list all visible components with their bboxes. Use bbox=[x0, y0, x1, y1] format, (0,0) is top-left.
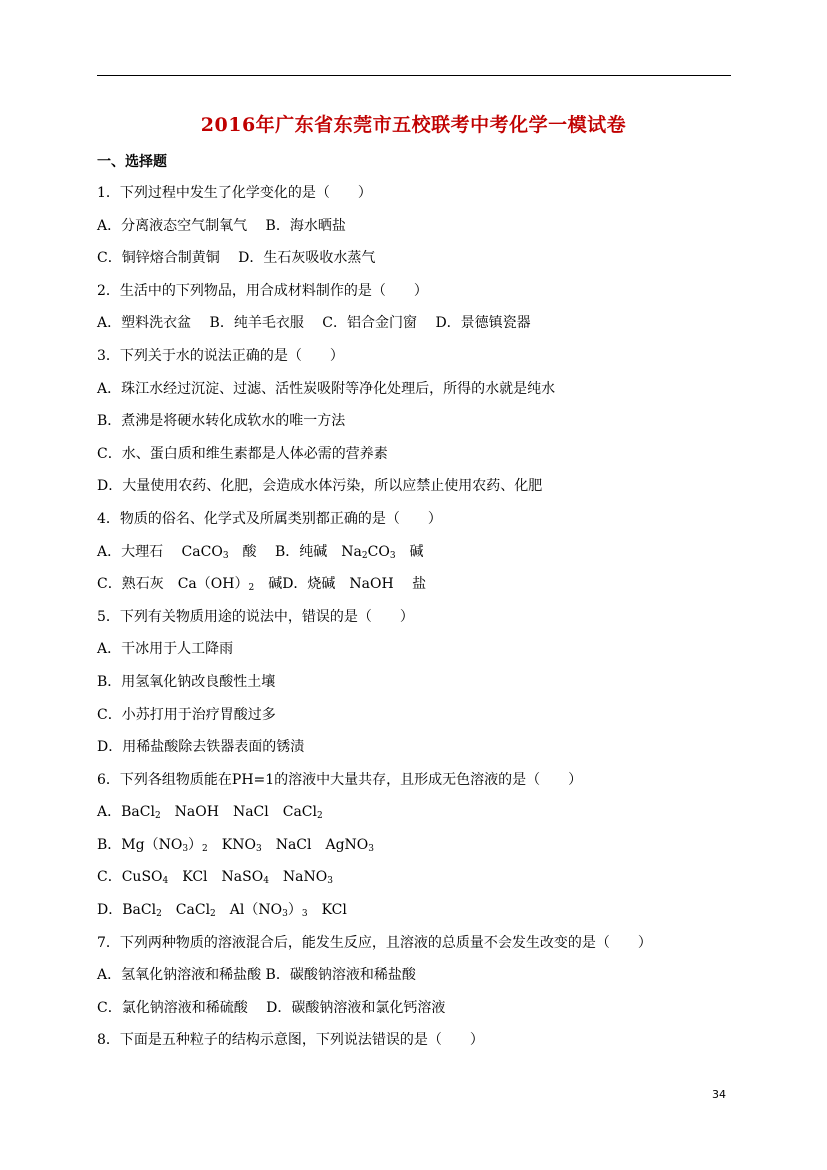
text-line: A．氢氧化钠溶液和稀盐酸 B．碳酸钠溶液和稀盐酸 bbox=[97, 967, 416, 984]
text-line: B．煮沸是将硬水转化成软水的唯一方法 bbox=[97, 413, 346, 430]
text-run: 碱 bbox=[395, 543, 424, 560]
header-rule bbox=[97, 75, 731, 76]
text-line: A．干冰用于人工降雨 bbox=[97, 641, 234, 658]
subscript: 2 bbox=[154, 811, 161, 822]
text-run: 酸 B．纯碱 Na bbox=[228, 543, 362, 560]
text-run: Al（NO bbox=[215, 902, 283, 919]
text-run: NaOH NaCl CaCl bbox=[160, 804, 317, 821]
subscript: 4 bbox=[263, 876, 269, 887]
subscript: 2 bbox=[317, 811, 323, 822]
text-line: 5．下列有关物质用途的说法中，错误的是（ ） bbox=[97, 608, 414, 625]
text-line: C．水、蛋白质和维生素都是人体必需的营养素 bbox=[97, 445, 388, 462]
subscript: 3 bbox=[368, 843, 375, 854]
text-line: C．氯化钠溶液和稀硫酸 D．碳酸钠溶液和氯化钙溶液 bbox=[97, 999, 446, 1016]
text-run: KNO bbox=[207, 836, 256, 853]
subscript: 2 bbox=[361, 550, 368, 561]
text-run: A．大理石 CaCO bbox=[97, 543, 223, 560]
text-line: D．用稀盐酸除去铁器表面的锈渍 bbox=[97, 739, 305, 756]
subscript: 3 bbox=[389, 550, 396, 561]
text-run: CO bbox=[367, 543, 390, 560]
text-line bbox=[97, 574, 737, 607]
text-run: 碱D．烧碱 NaOH 盐 bbox=[254, 576, 427, 593]
text-run: KCl bbox=[307, 902, 347, 919]
text-line bbox=[97, 867, 737, 900]
subscript: 3 bbox=[182, 843, 189, 854]
text-line: 2．生活中的下列物品，用合成材料制作的是（ ） bbox=[97, 282, 428, 299]
text-run: NaNO bbox=[268, 869, 328, 886]
text-line: 4．物质的俗名、化学式及所属类别都正确的是（ ） bbox=[97, 510, 442, 527]
subscript: 2 bbox=[210, 909, 216, 920]
text-line bbox=[97, 835, 737, 868]
text-line: 1．下列过程中发生了化学变化的是（ ） bbox=[97, 185, 372, 201]
text-run: B．Mg（NO bbox=[97, 836, 183, 853]
section-heading: 一、选择题 bbox=[97, 154, 167, 170]
subscript: 3 bbox=[301, 909, 308, 920]
text-line: B．用氢氧化钠改良酸性土壤 bbox=[97, 673, 276, 690]
text-line bbox=[97, 802, 737, 835]
subscript: 3 bbox=[327, 876, 333, 887]
text-run: KCl NaSO bbox=[168, 869, 264, 886]
subscript: 2 bbox=[156, 909, 162, 920]
page-number: 34 bbox=[712, 1088, 726, 1101]
text-line bbox=[97, 542, 737, 575]
text-run: A．BaCl bbox=[97, 804, 155, 821]
subscript: 2 bbox=[248, 583, 255, 594]
page-title: 2016年广东省东莞市五校联考中考化学一模试卷 bbox=[200, 114, 627, 136]
text-line: C．铜锌熔合制黄铜 D．生石灰吸收水蒸气 bbox=[97, 250, 376, 267]
text-run: NaCl AgNO bbox=[261, 836, 369, 853]
text-line bbox=[97, 900, 737, 933]
text-line: A．珠江水经过沉淀、过滤、活性炭吸附等净化处理后，所得的水就是纯水 bbox=[97, 380, 556, 397]
text-run: ） bbox=[287, 902, 302, 919]
subscript: 3 bbox=[282, 909, 288, 920]
subscript: 3 bbox=[255, 843, 262, 854]
text-line: 8．下面是五种粒子的结构示意图，下列说法错误的是（ ） bbox=[97, 1032, 484, 1049]
text-line: 3．下列关于水的说法正确的是（ ） bbox=[97, 347, 344, 364]
question-list bbox=[97, 183, 737, 1063]
text-run: C．熟石灰 Ca（OH） bbox=[97, 576, 249, 593]
subscript: 3 bbox=[222, 550, 229, 561]
text-line: A．塑料洗衣盆 B．纯羊毛衣服 C．铝合金门窗 D．景德镇瓷器 bbox=[97, 315, 531, 332]
text-line: 6．下列各组物质能在PH=1的溶液中大量共存，且形成无色溶液的是（ ） bbox=[97, 771, 583, 788]
text-line: D．大量使用农药、化肥，会造成水体污染，所以应禁止使用农药、化肥 bbox=[97, 478, 543, 495]
text-run: C．CuSO bbox=[97, 869, 163, 886]
text-run: CaCl bbox=[161, 902, 211, 919]
text-run: D．BaCl bbox=[97, 902, 157, 919]
text-run: ） bbox=[188, 836, 203, 853]
text-line: A．分离液态空气制氧气 B．海水晒盐 bbox=[97, 217, 346, 234]
text-line: C．小苏打用于治疗胃酸过多 bbox=[97, 706, 276, 723]
subscript: 4 bbox=[162, 876, 169, 887]
subscript: 2 bbox=[202, 843, 208, 854]
text-line: 7．下列两种物质的溶液混合后，能发生反应，且溶液的总质量不会发生改变的是（ ） bbox=[97, 934, 652, 951]
